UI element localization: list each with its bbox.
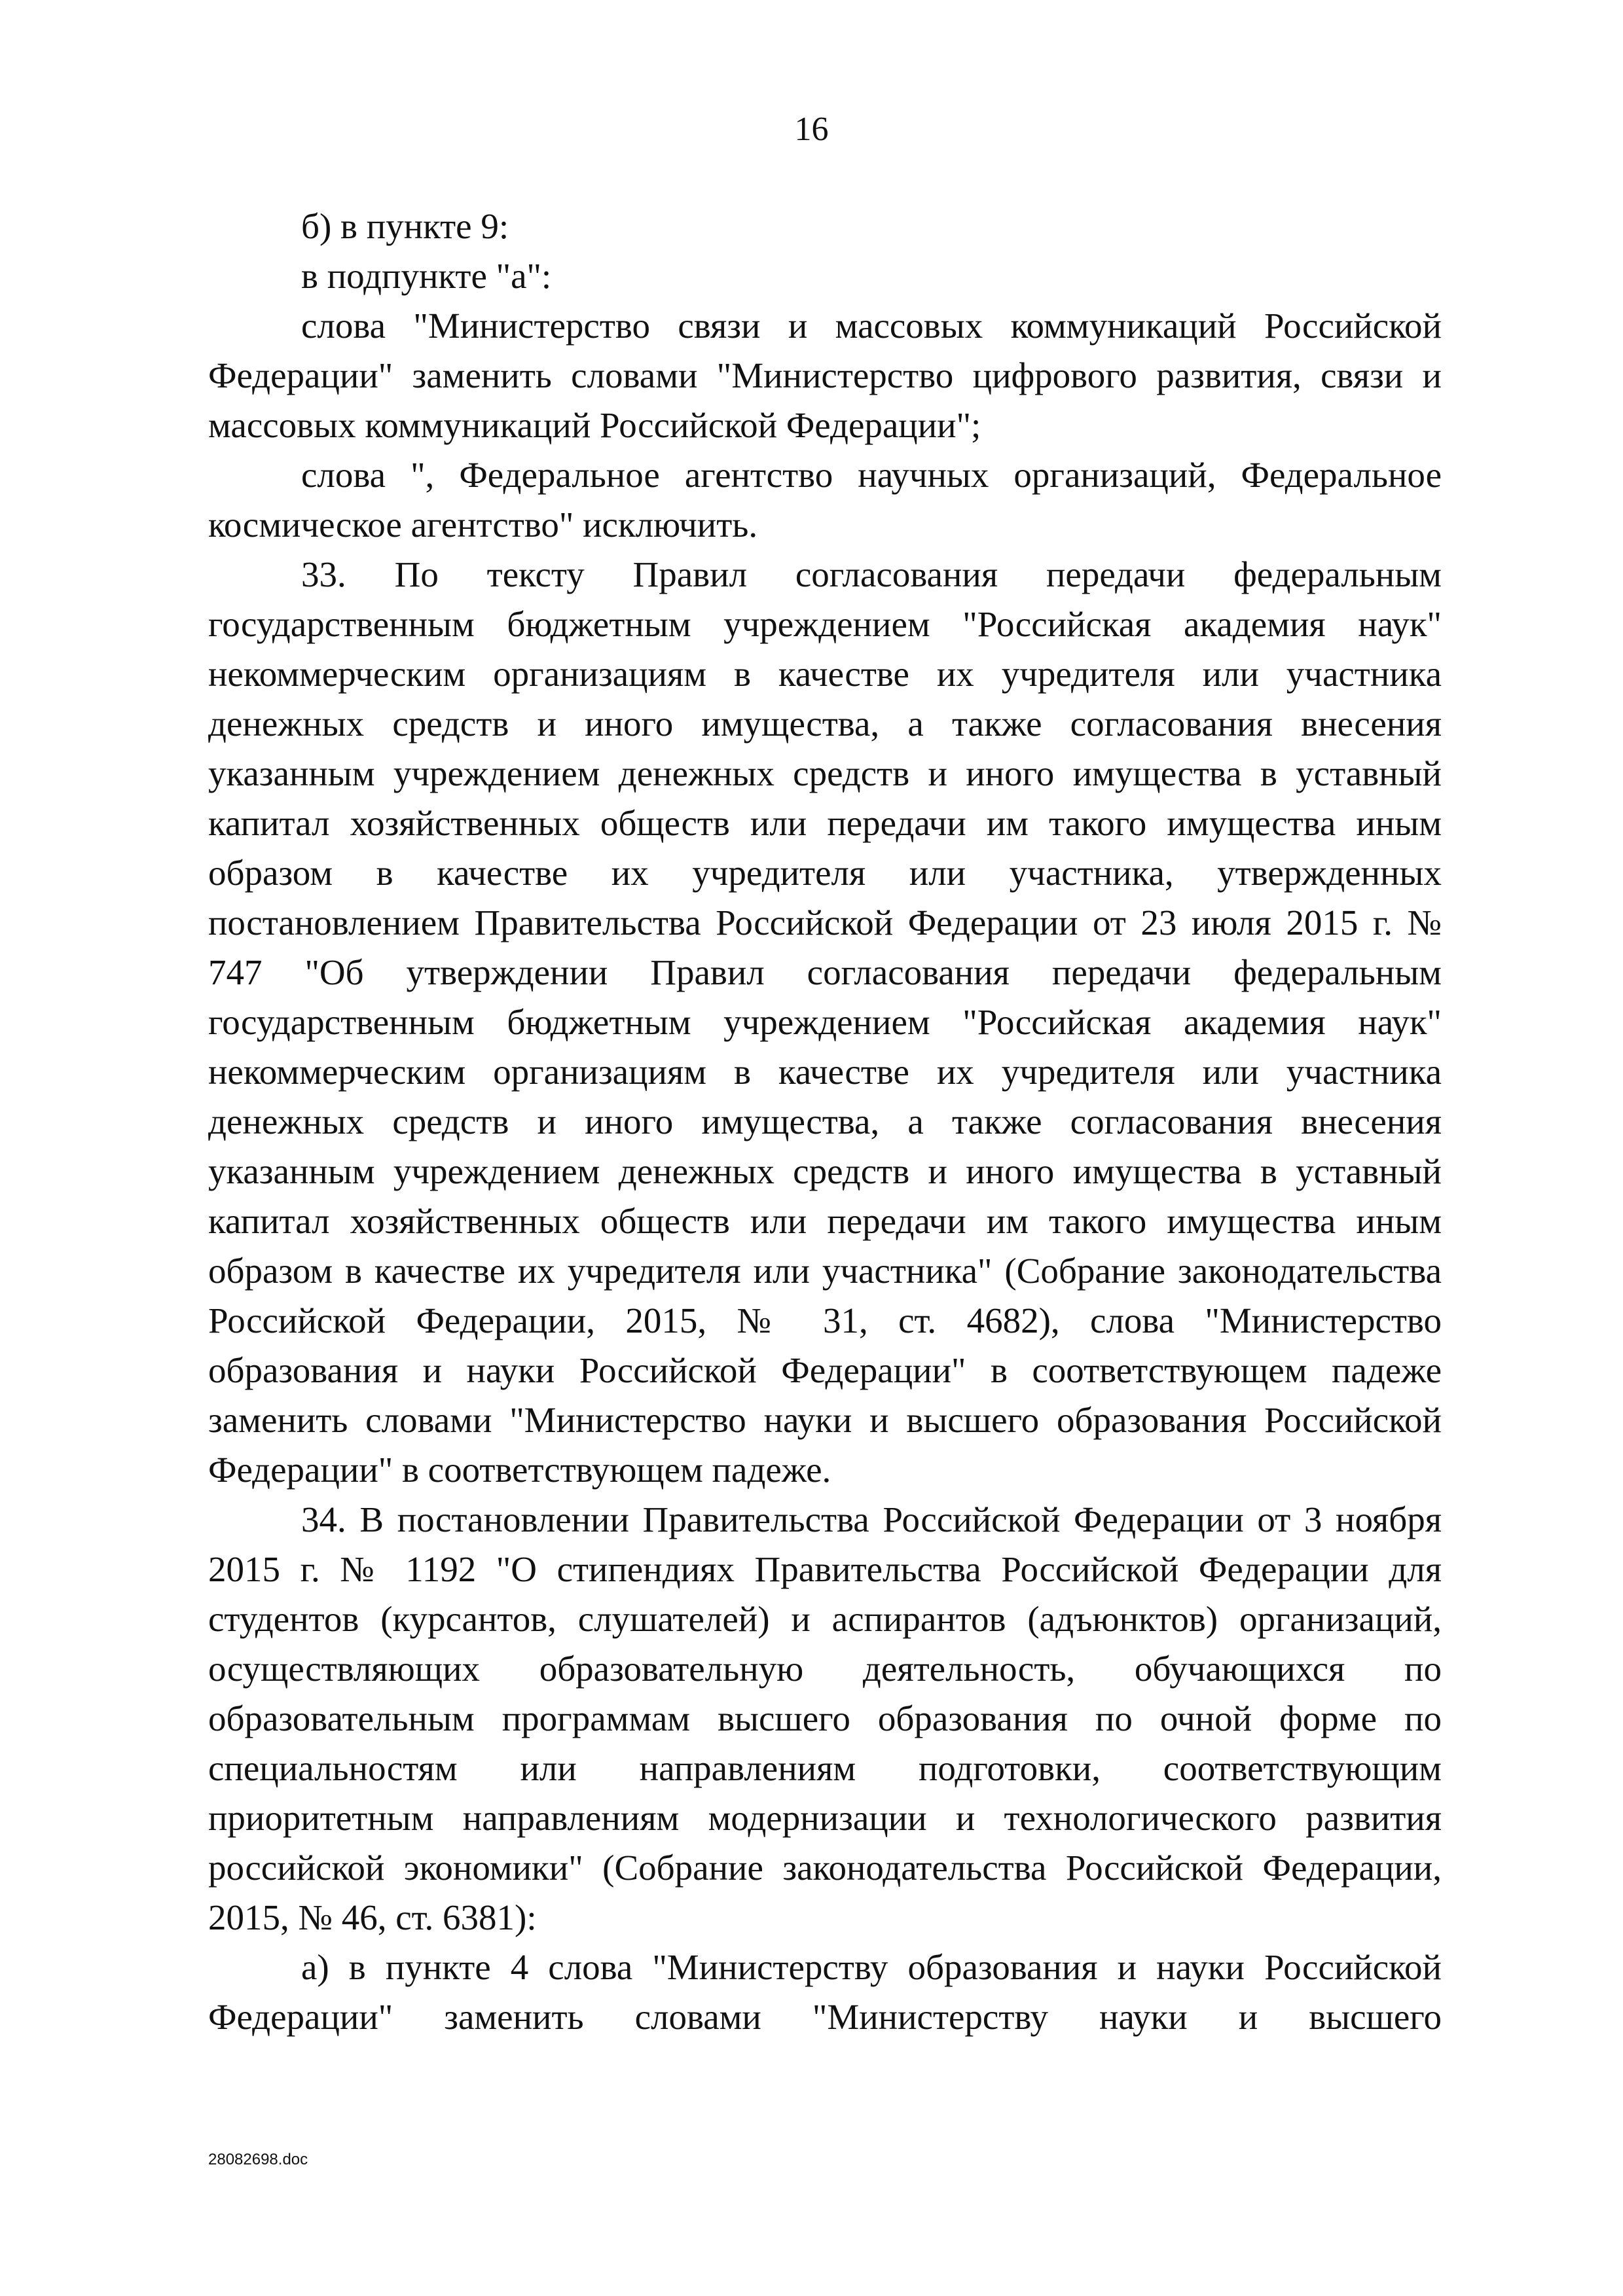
paragraph-34: 34. В постановлении Правительства Российской Федерации от 3 ноября 2015 г. № 1192 "О стипендиях Правительства Российской Федерации для студентов (курсантов, слушателей) и аспирантов (адъюнктов) организаций, осуществляющих образовательную деятельность, обучающихся по образовательным программам высшего образования по очной форме по специальностям или направлениям подготовки, соответствующим приоритетным направлениям модернизации и технологического развития российской экономики" (Собрание законодательства Российской Федерации, 2015, № 46, ст. 6381):: [208, 1499, 1442, 1937]
document-file-name: 28082698.doc: [208, 2151, 308, 2168]
paragraph-9b-exclude-agencies: слова ", Федеральное агентство научных организаций, Федеральное космическое агентство" исключить.: [208, 455, 1442, 545]
paragraph-33: 33. По тексту Правил согласования передачи федеральным государственным бюджетным учреждением "Российская академия наук" некоммерческим организациям в качестве их учредителя или участника денежных средств и иного имущества, а также согласования внесения указанным учреждением денежных средств и иного имущества в уставный капитал хозяйственных обществ или передачи им такого имущества иным образом в качестве их учредителя или участника, утвержденных постановлением Правительства Российской Федерации от 23 июля 2015 г. № 747 "Об утверждении Правил согласования передачи федеральным государственным бюджетным учреждением "Российская академия наук" некоммерческим организациям в качестве их учредителя или участника денежных средств и иного имущества, а также согласования внесения указанным учреждением денежных средств и иного имущества в уставный капитал хозяйственных обществ или передачи им такого имущества иным образом в качестве их учредителя или участника" (Собрание законодательства Российской Федерации, 2015, № 31, ст. 4682), слова "Министерство образования и науки Российской Федерации" в соответствующем падеже заменить словами "Министерство науки и высшего образования Российской Федерации" в соответствующем падеже.: [208, 554, 1442, 1490]
page-number: 16: [794, 111, 829, 148]
paragraph-9b-replace-ministry: слова "Министерство связи и массовых коммуникаций Российской Федерации" заменить словами "Министерство цифрового развития, связи и массовых коммуникаций Российской Федерации";: [208, 306, 1442, 445]
document-body: [208, 202, 1442, 2042]
paragraph-9b-subitem-a: в подпункте "а":: [301, 256, 552, 296]
paragraph-34a: а) в пункте 4 слова "Министерству образования и науки Российской Федерации" заменить словами "Министерству науки и высшего: [208, 1947, 1442, 2037]
paragraph-9b-heading: б) в пункте 9:: [301, 206, 509, 246]
